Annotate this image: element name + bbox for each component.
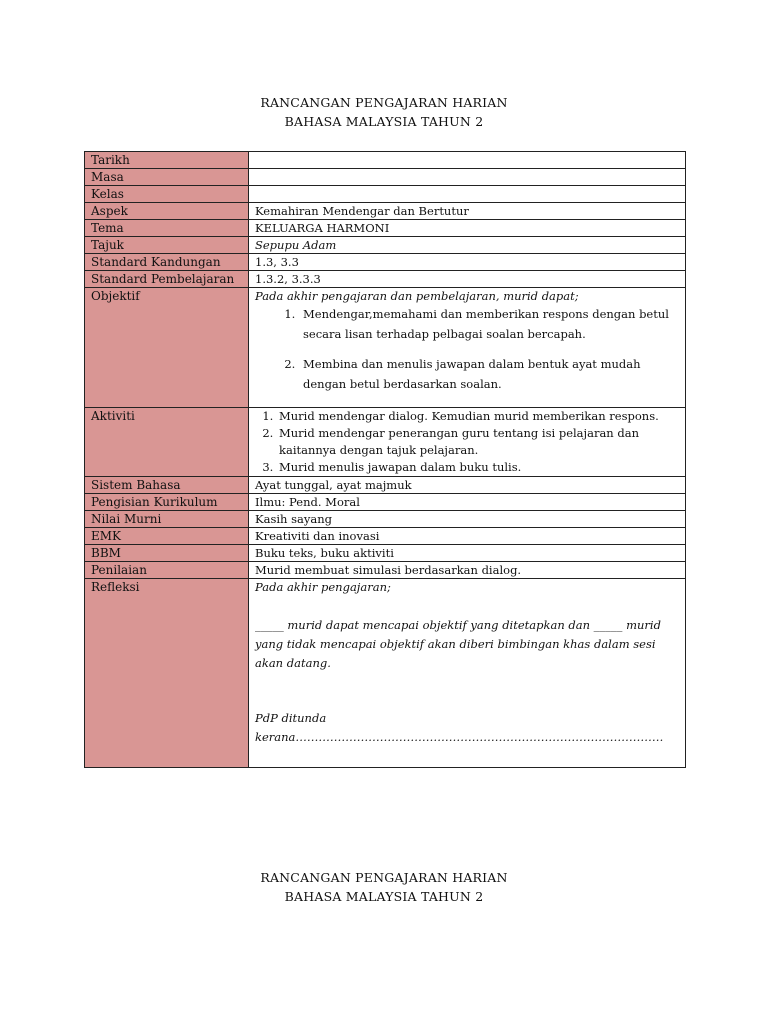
row-label-emk: EMK bbox=[85, 528, 249, 545]
row-label-sk: Standard Kandungan bbox=[85, 254, 249, 271]
table-row bbox=[85, 579, 686, 768]
row-value-sk: 1.3, 3.3 bbox=[249, 254, 686, 271]
refleksi-line-2: _____ murid dapat mencapai objektif yang ditetapkan dan _____ murid yang tidak mencapai objektif akan diberi bimbingan khas dalam sesi akan datang. bbox=[255, 618, 661, 670]
table-row bbox=[85, 186, 686, 203]
row-value-nilai: Kasih sayang bbox=[249, 511, 686, 528]
refleksi-line-1: Pada akhir pengajaran; bbox=[255, 580, 391, 594]
row-value-penilaian: Murid membuat simulasi berdasarkan dialog. bbox=[249, 562, 686, 579]
objektif-intro: Pada akhir pengajaran dan pembelajaran, murid dapat; bbox=[255, 289, 579, 303]
row-value-sp: 1.3.2, 3.3.3 bbox=[249, 271, 686, 288]
list-item: 3. Murid menulis jawapan dalam buku tulis. bbox=[277, 459, 679, 476]
row-label-aspek: Aspek bbox=[85, 203, 249, 220]
row-label-nilai: Nilai Murni bbox=[85, 511, 249, 528]
row-value-emk: Kreativiti dan inovasi bbox=[249, 528, 686, 545]
row-value-refleksi bbox=[249, 579, 686, 768]
table-row bbox=[85, 511, 686, 528]
row-value-tajuk: Sepupu Adam bbox=[249, 237, 686, 254]
table-row bbox=[85, 271, 686, 288]
row-label-objektif: Objektif bbox=[85, 288, 249, 408]
refleksi-line-4: kerana…………………………………………………………………………………… bbox=[255, 730, 664, 744]
row-label-tajuk: Tajuk bbox=[85, 237, 249, 254]
page-title-repeat bbox=[0, 868, 768, 906]
row-label-tarikh: Tarikh bbox=[85, 152, 249, 169]
row-label-pengisian: Pengisian Kurikulum bbox=[85, 494, 249, 511]
list-item: 2. Membina dan menulis jawapan dalam bentuk ayat mudah dengan betul berdasarkan soalan. bbox=[299, 354, 679, 394]
table-row bbox=[85, 254, 686, 271]
objektif-list bbox=[255, 304, 679, 394]
table-row bbox=[85, 408, 686, 477]
row-value-aspek: Kemahiran Mendengar dan Bertutur bbox=[249, 203, 686, 220]
table-row bbox=[85, 494, 686, 511]
title-line-2: BAHASA MALAYSIA TAHUN 2 bbox=[284, 889, 484, 904]
row-value-sistem-bahasa: Ayat tunggal, ayat majmuk bbox=[249, 477, 686, 494]
row-label-bbm: BBM bbox=[85, 545, 249, 562]
aktiviti-list bbox=[255, 408, 679, 476]
list-item: 1. Mendengar,memahami dan memberikan respons dengan betul secara lisan terhadap pelbagai soalan bercapah. bbox=[299, 304, 679, 344]
row-value-tema: KELUARGA HARMONI bbox=[249, 220, 686, 237]
row-value-masa bbox=[249, 169, 686, 186]
row-value-kelas bbox=[249, 186, 686, 203]
table-row bbox=[85, 152, 686, 169]
row-value-tarikh bbox=[249, 152, 686, 169]
row-label-penilaian: Penilaian bbox=[85, 562, 249, 579]
title-line-1: RANCANGAN PENGAJARAN HARIAN bbox=[260, 870, 508, 885]
table-row bbox=[85, 237, 686, 254]
row-value-bbm: Buku teks, buku aktiviti bbox=[249, 545, 686, 562]
table-row bbox=[85, 545, 686, 562]
list-item: 2. Murid mendengar penerangan guru tentang isi pelajaran dan kaitannya dengan tajuk pelajaran. bbox=[277, 425, 679, 459]
row-label-sp: Standard Pembelajaran bbox=[85, 271, 249, 288]
lesson-plan-table bbox=[84, 151, 686, 768]
title-line-2: BAHASA MALAYSIA TAHUN 2 bbox=[284, 114, 484, 129]
table-row bbox=[85, 528, 686, 545]
page-title bbox=[0, 93, 768, 131]
row-label-refleksi: Refleksi bbox=[85, 579, 249, 768]
table-row bbox=[85, 477, 686, 494]
title-line-1: RANCANGAN PENGAJARAN HARIAN bbox=[260, 95, 508, 110]
row-label-aktiviti: Aktiviti bbox=[85, 408, 249, 477]
table-row bbox=[85, 203, 686, 220]
table-row bbox=[85, 288, 686, 408]
row-label-tema: Tema bbox=[85, 220, 249, 237]
table-row bbox=[85, 220, 686, 237]
row-label-kelas: Kelas bbox=[85, 186, 249, 203]
row-label-sistem-bahasa: Sistem Bahasa bbox=[85, 477, 249, 494]
table-row bbox=[85, 169, 686, 186]
row-label-masa: Masa bbox=[85, 169, 249, 186]
table-row bbox=[85, 562, 686, 579]
list-item: 1. Murid mendengar dialog. Kemudian murid memberikan respons. bbox=[277, 408, 679, 425]
row-value-pengisian: Ilmu: Pend. Moral bbox=[249, 494, 686, 511]
refleksi-line-3: PdP ditunda bbox=[255, 711, 327, 725]
row-value-objektif bbox=[249, 288, 686, 408]
row-value-aktiviti bbox=[249, 408, 686, 477]
